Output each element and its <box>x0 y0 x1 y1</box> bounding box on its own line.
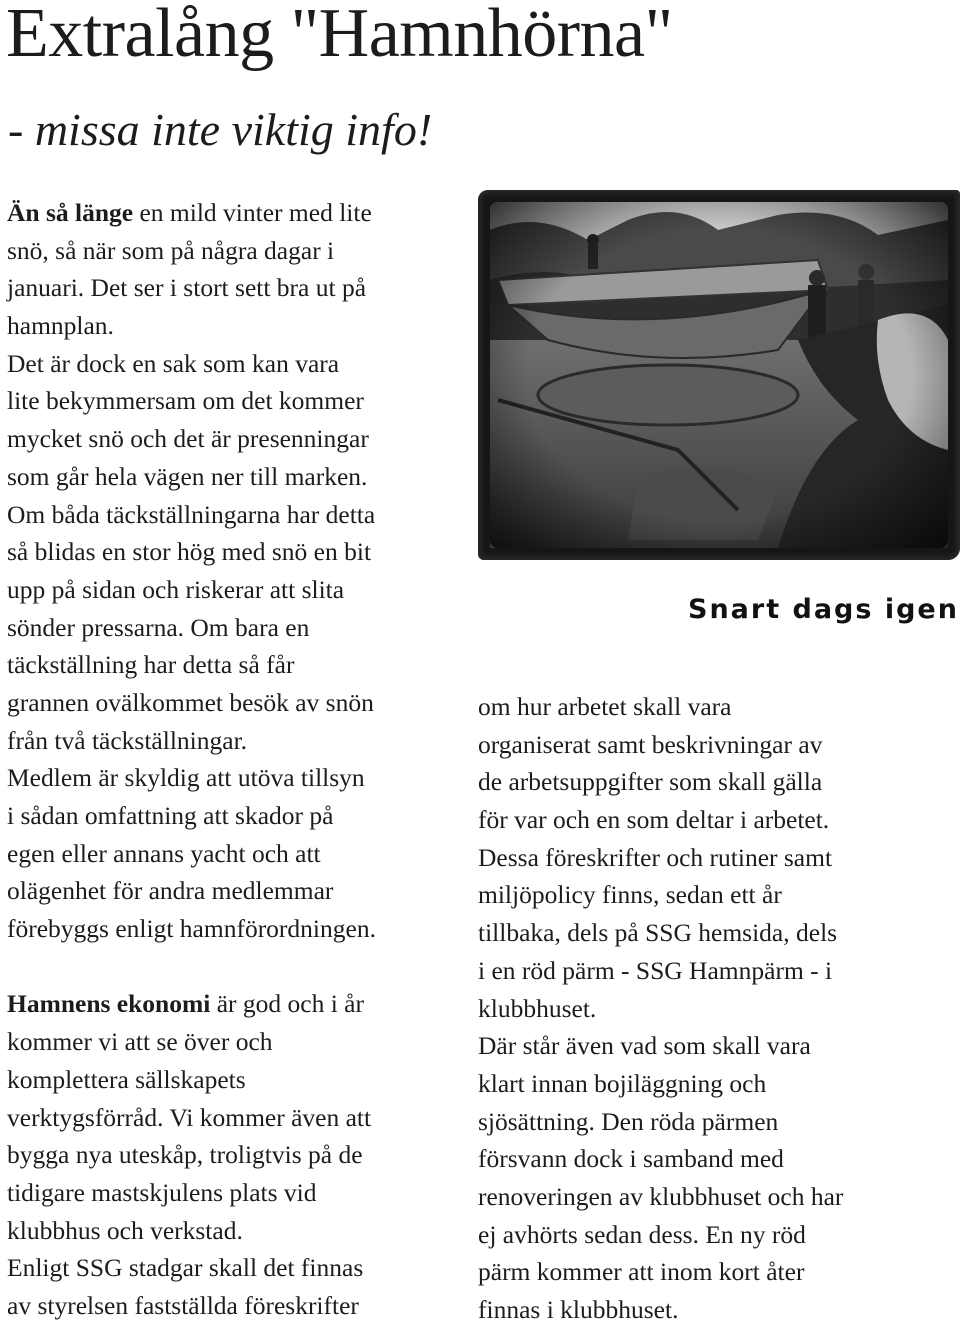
text-line: mycket snö och det är presenningar <box>7 424 369 454</box>
paragraph-gap <box>7 948 457 986</box>
page-title: Extralång "Hamnhörna" <box>6 0 673 72</box>
text-line: om hur arbetet skall vara <box>478 692 732 721</box>
text-line: som går hela vägen ner till marken. <box>7 461 368 491</box>
text-line: finnas i klubbhuset. <box>478 1295 679 1324</box>
right-column <box>478 688 948 1329</box>
text-line: ej avhörts sedan dess. En ny röd <box>478 1219 806 1249</box>
text-line: de arbetsuppgifter som skall gälla <box>478 767 823 797</box>
lead-phrase: Än så länge <box>7 198 134 227</box>
text-line: förebyggs enligt hamnförordningen. <box>7 914 376 944</box>
text-line: upp på sidan och riskerar att slita <box>7 574 345 604</box>
text-line: från två täckställningar. <box>7 725 248 755</box>
text-line: tillbaka, dels på SSG hemsida, dels <box>478 918 838 948</box>
text-line: sönder pressarna. Om bara en <box>7 612 310 642</box>
text-line: verktygsförråd. Vi kommer även att <box>7 1102 372 1132</box>
text-line: miljöpolicy finns, sedan ett år <box>478 880 782 910</box>
boat-photo-illustration <box>478 190 960 560</box>
text-line: Medlem är skyldig att utöva tillsyn <box>7 763 365 793</box>
text-line: täckställning har detta så får <box>7 650 295 680</box>
text-line: pärm kommer att inom kort åter <box>478 1257 805 1287</box>
text-line: januari. Det ser i stort sett bra ut på <box>7 273 367 303</box>
text-line: snö, så när som på några dagar i <box>7 235 335 265</box>
text-line: i sådan omfattning att skador på <box>7 801 334 830</box>
text-line: Det är dock en sak som kan vara <box>7 348 340 378</box>
text-line: Enligt SSG stadgar skall det finnas <box>7 1253 364 1283</box>
text-line: lite bekymmersam om det kommer <box>7 386 364 416</box>
text-line: Dessa föreskrifter och rutiner samt <box>478 842 833 872</box>
text-line: så blidas en stor hög med snö en bit <box>7 537 372 567</box>
text-line: olägenhet för andra medlemmar <box>7 876 334 906</box>
text-line: renoveringen av klubbhuset och har <box>478 1181 844 1211</box>
text-line: Där står även vad som skall vara <box>478 1031 811 1061</box>
text-line: försvann dock i samband med <box>478 1144 784 1174</box>
text-line: sjösättning. Den röda pärmen <box>478 1106 779 1136</box>
text-line: Hamnens ekonomi är god och i år <box>7 989 364 1019</box>
text-line: klubbhuset. <box>478 993 597 1023</box>
text-line: klubbhus och verkstad. <box>7 1215 243 1245</box>
text-line: för var och en som deltar i arbetet. <box>478 805 830 835</box>
page-subtitle: - missa inte viktig info! <box>8 104 433 155</box>
text-line: Om båda täckställningarna har detta <box>7 499 376 529</box>
text-line: grannen ovälkommet besök av snön <box>7 687 374 717</box>
text-line: av styrelsen fastställda föreskrifter <box>7 1290 359 1320</box>
text-line: tidigare mastskjulens plats vid <box>7 1177 317 1207</box>
text-line: bygga nya uteskåp, troligtvis på de <box>7 1140 363 1170</box>
left-column <box>7 194 457 1325</box>
text-line: kommer vi att se över och <box>7 1027 273 1057</box>
text-line: komplettera sällskapets <box>7 1064 246 1094</box>
text-line: i en röd pärm - SSG Hamnpärm - i <box>478 955 833 985</box>
lead-phrase: Hamnens ekonomi <box>7 989 211 1019</box>
text-line: organiserat samt beskrivningar av <box>478 729 823 759</box>
text-line: egen eller annans yacht och att <box>7 838 321 868</box>
photo-caption: Snart dags igen <box>688 594 959 625</box>
text-line: klart innan bojiläggning och <box>478 1068 767 1098</box>
text-line: Än så länge en mild vinter med lite <box>7 198 372 227</box>
boat-photo <box>478 190 960 560</box>
text-line: hamnplan. <box>7 311 114 341</box>
